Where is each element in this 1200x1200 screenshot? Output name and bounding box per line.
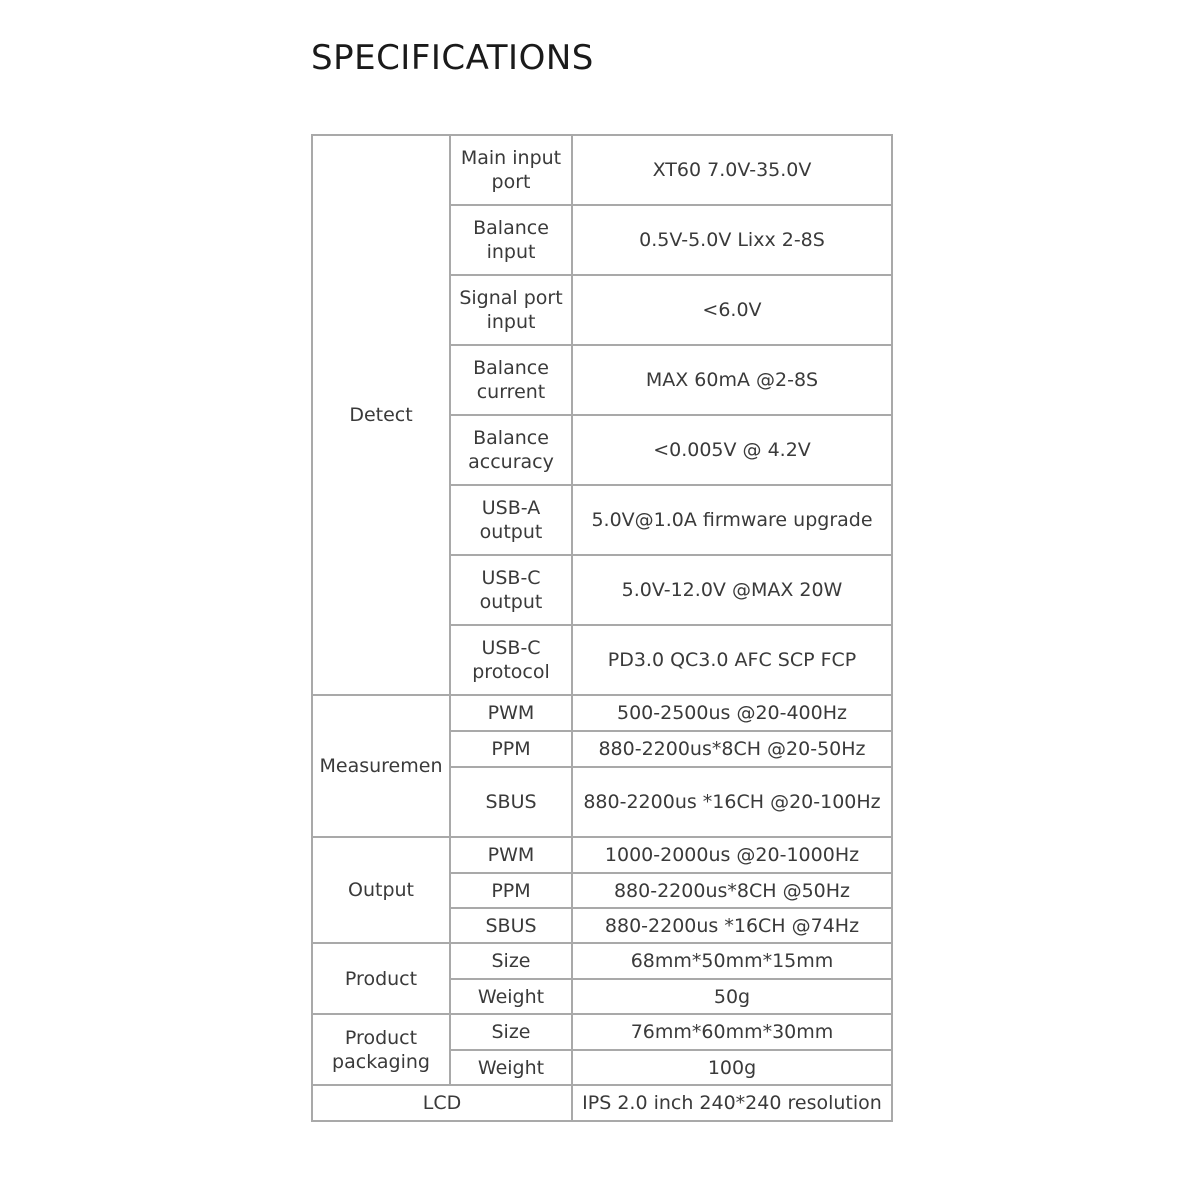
spec-name: Signal port input bbox=[450, 275, 572, 345]
spec-name: Balance current bbox=[450, 345, 572, 415]
table-row bbox=[312, 837, 892, 873]
spec-name: PWM bbox=[450, 837, 572, 873]
spec-value: 1000-2000us @20-1000Hz bbox=[572, 837, 892, 873]
spec-name: USB-C output bbox=[450, 555, 572, 625]
spec-name: PPM bbox=[450, 731, 572, 767]
spec-name: USB-A output bbox=[450, 485, 572, 555]
spec-name: PPM bbox=[450, 873, 572, 908]
spec-value: IPS 2.0 inch 240*240 resolution bbox=[572, 1085, 892, 1121]
spec-table bbox=[311, 134, 893, 1122]
spec-value: <0.005V @ 4.2V bbox=[572, 415, 892, 485]
spec-name: Balance accuracy bbox=[450, 415, 572, 485]
table-row bbox=[312, 943, 892, 979]
spec-value: 100g bbox=[572, 1050, 892, 1085]
spec-name: Weight bbox=[450, 979, 572, 1014]
spec-name: Main input port bbox=[450, 135, 572, 205]
spec-value: 5.0V-12.0V @MAX 20W bbox=[572, 555, 892, 625]
spec-value: 880-2200us*8CH @20-50Hz bbox=[572, 731, 892, 767]
group-label-product: Product bbox=[312, 943, 450, 1014]
spec-value: 76mm*60mm*30mm bbox=[572, 1014, 892, 1050]
page-title: SPECIFICATIONS bbox=[311, 38, 594, 78]
spec-name: PWM bbox=[450, 695, 572, 731]
group-label-packaging: Product packaging bbox=[312, 1014, 450, 1085]
spec-name: USB-C protocol bbox=[450, 625, 572, 695]
spec-value: 50g bbox=[572, 979, 892, 1014]
spec-value: <6.0V bbox=[572, 275, 892, 345]
spec-name: Weight bbox=[450, 1050, 572, 1085]
spec-value: 880-2200us *16CH @20-100Hz bbox=[572, 767, 892, 837]
table-row bbox=[312, 1085, 892, 1121]
spec-value: PD3.0 QC3.0 AFC SCP FCP bbox=[572, 625, 892, 695]
spec-value: 880-2200us *16CH @74Hz bbox=[572, 908, 892, 943]
table-row bbox=[312, 695, 892, 731]
spec-value: MAX 60mA @2-8S bbox=[572, 345, 892, 415]
spec-value: 0.5V-5.0V Lixx 2-8S bbox=[572, 205, 892, 275]
spec-name: SBUS bbox=[450, 767, 572, 837]
spec-value: 500-2500us @20-400Hz bbox=[572, 695, 892, 731]
group-label-detect: Detect bbox=[312, 135, 450, 695]
spec-value: 68mm*50mm*15mm bbox=[572, 943, 892, 979]
spec-name: Balance input bbox=[450, 205, 572, 275]
group-label-measurement: Measuremen bbox=[312, 695, 450, 837]
group-label-output: Output bbox=[312, 837, 450, 943]
table-row bbox=[312, 135, 892, 205]
spec-value: XT60 7.0V-35.0V bbox=[572, 135, 892, 205]
spec-name: Size bbox=[450, 1014, 572, 1050]
spec-name: Size bbox=[450, 943, 572, 979]
group-label-lcd: LCD bbox=[312, 1085, 572, 1121]
spec-value: 5.0V@1.0A firmware upgrade bbox=[572, 485, 892, 555]
spec-name: SBUS bbox=[450, 908, 572, 943]
spec-value: 880-2200us*8CH @50Hz bbox=[572, 873, 892, 908]
table-row bbox=[312, 1014, 892, 1050]
